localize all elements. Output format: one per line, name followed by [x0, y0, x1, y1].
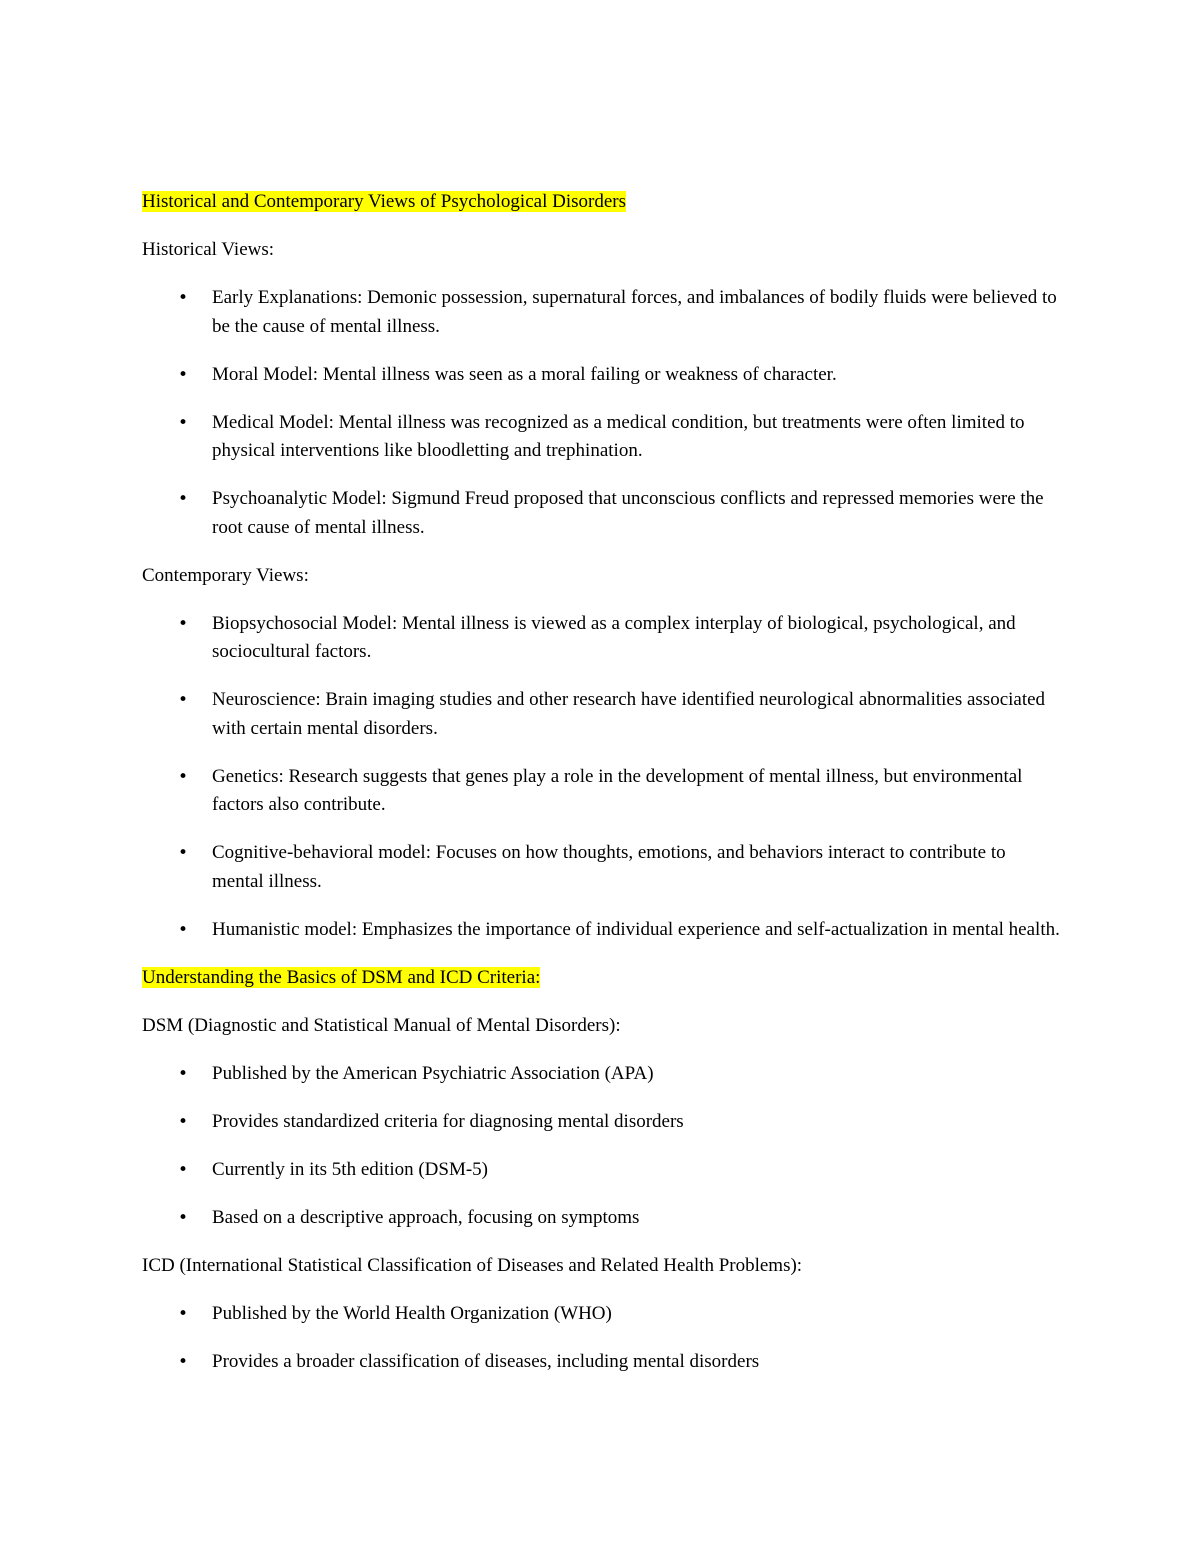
group-label-historical: Historical Views: — [142, 239, 275, 260]
document-body — [142, 188, 1062, 1396]
list-item: • Cognitive-behavioral model: Focuses on how thoughts, emotions, and behaviors interact to contribute to mental illness. — [142, 839, 1062, 896]
bullet-icon: • — [177, 613, 189, 634]
list-item: • Provides standardized criteria for diagnosing mental disorders — [142, 1108, 1062, 1137]
list-item: • Humanistic model: Emphasizes the importance of individual experience and self-actualization in mental health. — [142, 916, 1062, 945]
bullet-icon: • — [177, 1303, 189, 1324]
list-item: • Published by the American Psychiatric Association (APA) — [142, 1060, 1062, 1089]
bullet-icon: • — [177, 1063, 189, 1084]
bullet-list-icd — [142, 1300, 1062, 1377]
bullet-list-dsm — [142, 1060, 1062, 1233]
section-heading — [142, 964, 1062, 993]
section-heading — [142, 188, 1062, 217]
list-item: • Currently in its 5th edition (DSM-5) — [142, 1156, 1062, 1185]
highlighted-heading-text: Historical and Contemporary Views of Psychological Disorders — [142, 191, 626, 212]
group-label-contemporary: Contemporary Views: — [142, 564, 309, 586]
bullet-icon: • — [177, 843, 189, 863]
list-item: • Based on a descriptive approach, focusing on symptoms — [142, 1204, 1062, 1233]
bullet-icon: • — [177, 489, 189, 509]
list-item: • Provides a broader classification of diseases, including mental disorders — [142, 1348, 1062, 1377]
list-item: • Moral Model: Mental illness was seen as a moral failing or weakness of character. — [142, 361, 1062, 390]
list-item: • Genetics: Research suggests that genes play a role in the development of mental illness, but environmental factors also contribute. — [142, 763, 1062, 820]
section-historical-contemporary — [142, 188, 1062, 944]
bullet-icon: • — [177, 1159, 189, 1180]
bullet-icon: • — [177, 1351, 189, 1372]
bullet-icon: • — [177, 1207, 189, 1228]
list-item: • Published by the World Health Organization (WHO) — [142, 1300, 1062, 1329]
list-item: • Biopsychosocial Model: Mental illness is viewed as a complex interplay of biological, psychological, and sociocultural factors. — [142, 610, 1062, 667]
list-item: • Neuroscience: Brain imaging studies and other research have identified neurological abnormalities associated with certain mental disorders. — [142, 686, 1062, 743]
bullet-icon: • — [177, 288, 189, 308]
bullet-list-historical — [142, 284, 1062, 542]
section-dsm-icd — [142, 964, 1062, 1377]
highlighted-heading-text: Understanding the Basics of DSM and ICD Criteria: — [142, 966, 541, 988]
list-item: • Medical Model: Mental illness was recognized as a medical condition, but treatments were often limited to physical interventions like bloodletting and trephination. — [142, 409, 1062, 466]
group-label-dsm: DSM (Diagnostic and Statistical Manual of Mental Disorders): — [142, 1014, 621, 1036]
bullet-icon: • — [177, 919, 189, 940]
bullet-icon: • — [177, 412, 189, 433]
bullet-list-contemporary — [142, 610, 1062, 945]
bullet-icon: • — [177, 690, 189, 710]
bullet-icon: • — [177, 1111, 189, 1132]
bullet-icon: • — [177, 364, 189, 385]
list-item: • Psychoanalytic Model: Sigmund Freud proposed that unconscious conflicts and repressed memories were the root cause of mental illness. — [142, 485, 1062, 542]
bullet-icon: • — [177, 766, 189, 787]
group-label-icd: ICD (International Statistical Classification of Diseases and Related Health Problems): — [142, 1254, 803, 1276]
list-item: • Early Explanations: Demonic possession, supernatural forces, and imbalances of bodily fluids were believed to be the cause of mental illness. — [142, 284, 1062, 341]
